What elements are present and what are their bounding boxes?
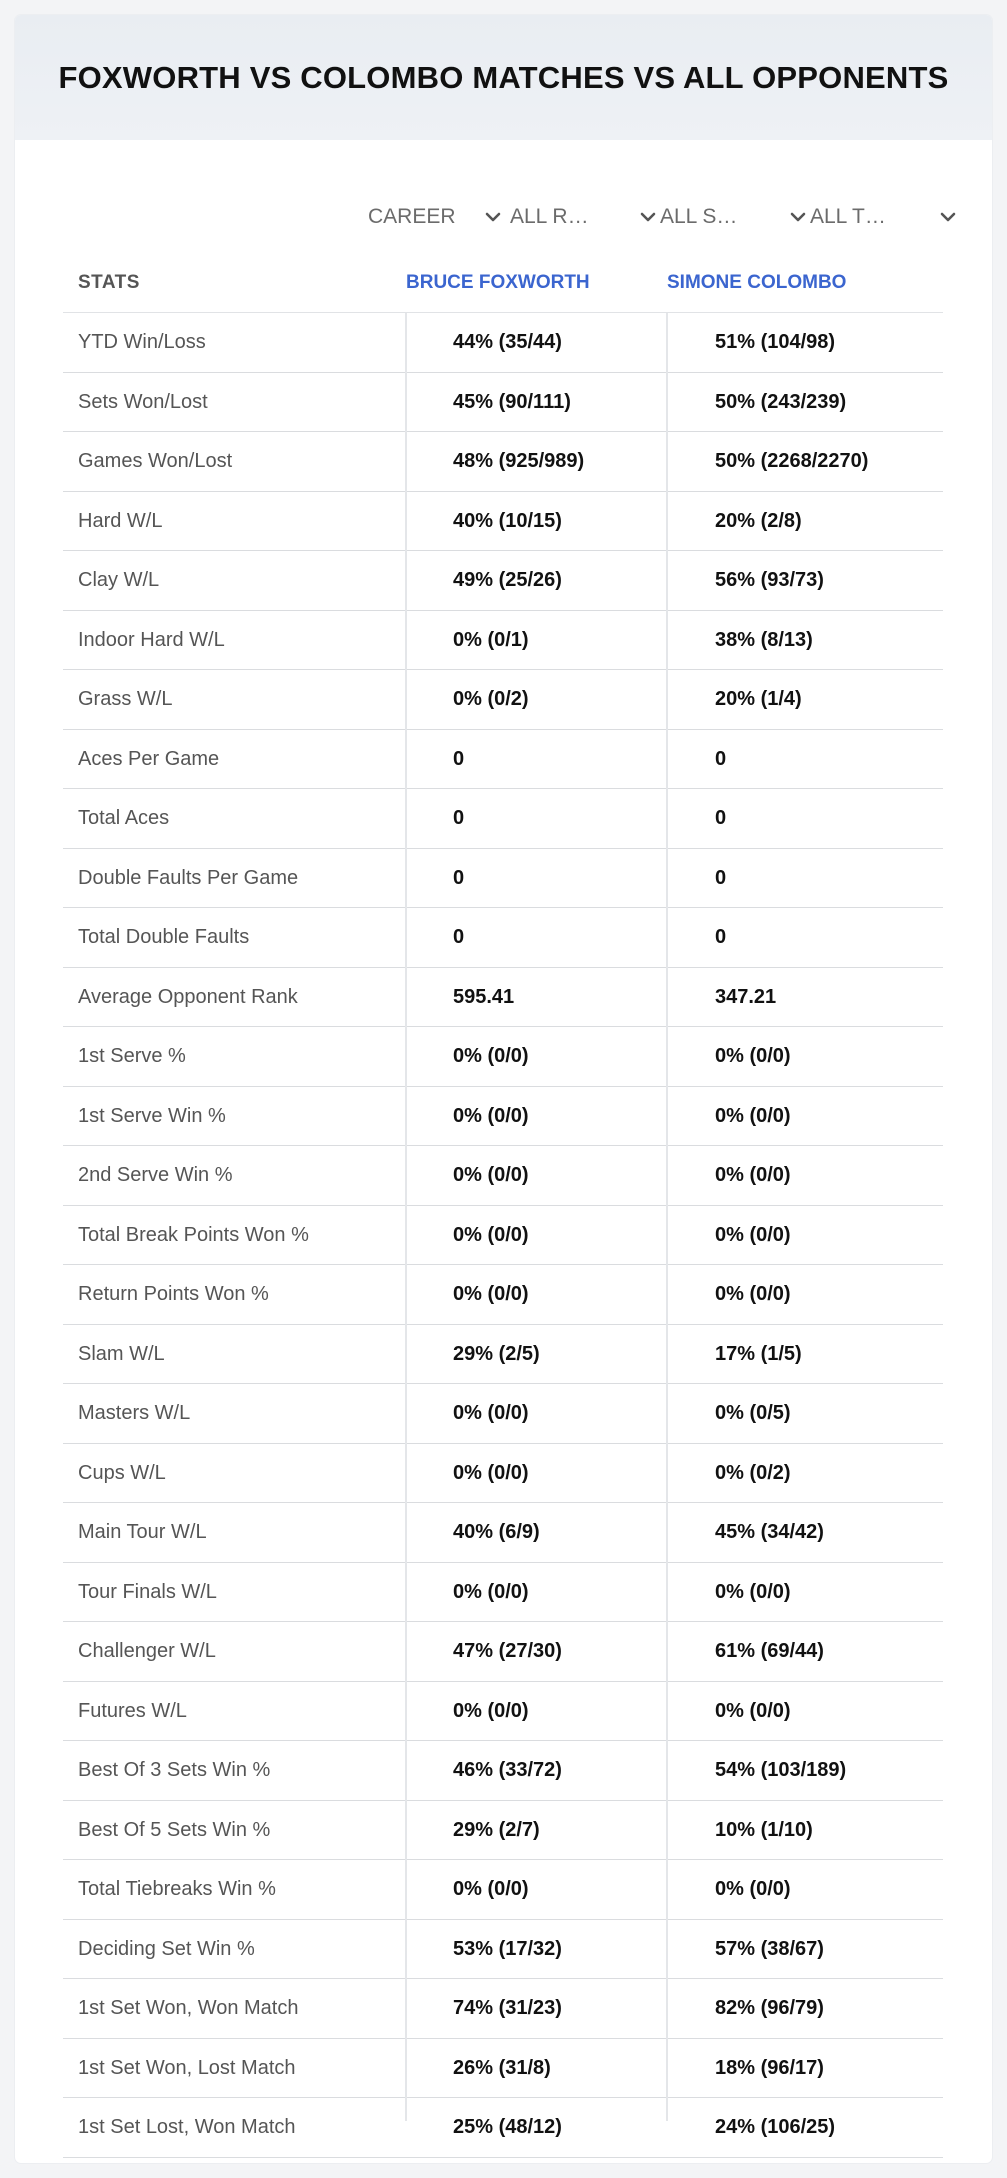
stat-label: Games Won/Lost bbox=[78, 450, 233, 472]
table-row bbox=[63, 1979, 943, 2039]
player1-value: 0% (0/0) bbox=[453, 1402, 529, 1424]
stat-label: Total Break Points Won % bbox=[78, 1223, 309, 1246]
player2-value: 0% (0/0) bbox=[715, 1580, 791, 1603]
stat-label: 1st Set Won, Won Match bbox=[78, 1997, 299, 2019]
player1-value: 49% (25/26) bbox=[453, 569, 562, 591]
table-row bbox=[63, 1384, 943, 1444]
stat-label: 1st Serve % bbox=[78, 1045, 186, 1067]
player1-value: 40% (6/9) bbox=[453, 1521, 540, 1543]
player2-value: 61% (69/44) bbox=[715, 1640, 824, 1662]
table-row bbox=[63, 1503, 943, 1563]
stat-label: Masters W/L bbox=[78, 1402, 191, 1424]
player2-value: 57% (38/67) bbox=[715, 1937, 824, 1960]
table-row bbox=[63, 2039, 943, 2099]
player1-value: 48% (925/989) bbox=[453, 450, 585, 472]
player1-value: 0 bbox=[453, 807, 465, 829]
table-row bbox=[63, 1027, 943, 1087]
player1-value: 45% (90/111) bbox=[453, 390, 571, 413]
stat-label: Best Of 3 Sets Win % bbox=[78, 1759, 271, 1781]
player2-value: 0% (0/0) bbox=[715, 1104, 791, 1127]
player2-value: 0 bbox=[715, 807, 727, 829]
stat-label: Main Tour W/L bbox=[78, 1521, 207, 1543]
player2-value: 0 bbox=[715, 866, 727, 889]
player1-value: 29% (2/5) bbox=[453, 1342, 540, 1365]
player2-value: 0% (0/2) bbox=[715, 1461, 791, 1484]
player2-value: 54% (103/189) bbox=[715, 1759, 847, 1781]
player1-value: 29% (2/7) bbox=[453, 1818, 540, 1841]
chevron-down-icon bbox=[938, 207, 958, 227]
table-row bbox=[63, 1325, 943, 1385]
stat-label: Total Tiebreaks Win % bbox=[78, 1878, 276, 1900]
player1-value: 53% (17/32) bbox=[453, 1937, 562, 1960]
player1-value: 0% (0/2) bbox=[453, 688, 529, 710]
table-row bbox=[63, 1087, 943, 1147]
table-row bbox=[63, 1444, 943, 1504]
player2-value: 56% (93/73) bbox=[715, 569, 824, 591]
player2-value: 0 bbox=[715, 926, 727, 948]
stat-label: 2nd Serve Win % bbox=[78, 1164, 233, 1186]
filter-bar bbox=[15, 187, 992, 247]
player2-value: 82% (96/79) bbox=[715, 1997, 824, 2019]
stat-label: Clay W/L bbox=[78, 569, 160, 591]
player2-value: 0% (0/0) bbox=[715, 1283, 791, 1305]
stat-label: 1st Set Won, Lost Match bbox=[78, 2056, 296, 2079]
player1-value: 0% (0/0) bbox=[453, 1283, 529, 1305]
stat-label: Tour Finals W/L bbox=[78, 1580, 217, 1603]
stat-label: Grass W/L bbox=[78, 688, 173, 710]
tournament-filter-select[interactable] bbox=[810, 187, 955, 247]
player1-value: 74% (31/23) bbox=[453, 1997, 562, 2019]
player1-value: 0% (0/0) bbox=[453, 1223, 529, 1246]
player1-value: 25% (48/12) bbox=[453, 2116, 562, 2138]
stats-card bbox=[15, 15, 992, 2163]
player2-column-header[interactable]: SIMONE COLOMBO bbox=[667, 272, 847, 293]
player1-value: 0 bbox=[453, 926, 465, 948]
filter-label: ALL S… bbox=[660, 205, 738, 228]
player1-value: 0% (0/0) bbox=[453, 1580, 529, 1603]
player2-value: 0% (0/0) bbox=[715, 1045, 791, 1067]
player2-value: 20% (2/8) bbox=[715, 509, 802, 532]
table-row bbox=[63, 1265, 943, 1325]
stat-label: Average Opponent Rank bbox=[78, 985, 298, 1008]
surface-filter-select[interactable] bbox=[660, 187, 805, 247]
player2-value: 20% (1/4) bbox=[715, 688, 802, 710]
player2-value: 24% (106/25) bbox=[715, 2116, 836, 2138]
stat-label: Sets Won/Lost bbox=[78, 390, 208, 413]
table-row bbox=[63, 730, 943, 790]
player1-value: 0 bbox=[453, 747, 465, 770]
player2-value: 18% (96/17) bbox=[715, 2056, 824, 2079]
player1-value: 46% (33/72) bbox=[453, 1759, 562, 1781]
table-row bbox=[63, 492, 943, 552]
player2-value: 0% (0/5) bbox=[715, 1402, 791, 1424]
table-row bbox=[63, 1801, 943, 1861]
table-row bbox=[63, 313, 943, 373]
table-row bbox=[63, 1682, 943, 1742]
player1-value: 40% (10/15) bbox=[453, 509, 562, 532]
stat-label: Return Points Won % bbox=[78, 1283, 269, 1305]
table-row bbox=[63, 432, 943, 492]
player2-value: 0% (0/0) bbox=[715, 1223, 791, 1246]
stat-label: Cups W/L bbox=[78, 1461, 166, 1484]
table-row bbox=[63, 1920, 943, 1980]
player1-value: 0% (0/0) bbox=[453, 1461, 529, 1484]
stat-label: Total Double Faults bbox=[78, 926, 250, 948]
player1-value: 0 bbox=[453, 866, 465, 889]
chevron-down-icon bbox=[638, 207, 658, 227]
stat-label: 1st Set Lost, Won Match bbox=[78, 2116, 296, 2138]
table-row bbox=[63, 1206, 943, 1266]
player1-value: 0% (0/0) bbox=[453, 1164, 529, 1186]
table-row bbox=[63, 611, 943, 671]
player1-value: 47% (27/30) bbox=[453, 1640, 562, 1662]
table-body bbox=[63, 313, 943, 2158]
table-row bbox=[63, 1741, 943, 1801]
table-row bbox=[63, 908, 943, 968]
table-row bbox=[63, 2098, 943, 2158]
stats-column-header: STATS bbox=[78, 272, 140, 293]
player1-value: 26% (31/8) bbox=[453, 2056, 551, 2079]
player2-value: 347.21 bbox=[715, 985, 777, 1008]
card-header bbox=[15, 15, 992, 140]
page-title: FOXWORTH VS COLOMBO MATCHES VS ALL OPPONENTS bbox=[58, 59, 949, 95]
player1-value: 0% (0/0) bbox=[453, 1878, 529, 1900]
table-row bbox=[63, 373, 943, 433]
table-row bbox=[63, 789, 943, 849]
stat-label: Slam W/L bbox=[78, 1342, 165, 1365]
stat-label: Futures W/L bbox=[78, 1699, 187, 1722]
filter-label: CAREER bbox=[368, 205, 456, 228]
player2-value: 51% (104/98) bbox=[715, 331, 836, 353]
player1-column-header[interactable]: BRUCE FOXWORTH bbox=[406, 272, 590, 293]
stat-label: Aces Per Game bbox=[78, 747, 220, 770]
stat-label: 1st Serve Win % bbox=[78, 1104, 226, 1127]
player1-value: 44% (35/44) bbox=[453, 331, 562, 353]
player2-value: 0% (0/0) bbox=[715, 1699, 791, 1722]
player2-value: 38% (8/13) bbox=[715, 628, 813, 651]
chevron-down-icon bbox=[788, 207, 808, 227]
player2-value: 50% (2268/2270) bbox=[715, 450, 869, 472]
round-filter-select[interactable] bbox=[510, 187, 655, 247]
stat-label: Total Aces bbox=[78, 807, 170, 829]
table-header-row bbox=[63, 253, 943, 313]
table-row bbox=[63, 1860, 943, 1920]
filter-label: ALL R… bbox=[510, 205, 589, 228]
table-row bbox=[63, 1146, 943, 1206]
table-row bbox=[63, 1563, 943, 1623]
player1-value: 0% (0/0) bbox=[453, 1104, 529, 1127]
player2-value: 10% (1/10) bbox=[715, 1818, 813, 1841]
column-divider bbox=[666, 313, 668, 2121]
player2-value: 45% (34/42) bbox=[715, 1521, 824, 1543]
table-row bbox=[63, 849, 943, 909]
chevron-down-icon bbox=[483, 207, 503, 227]
player2-value: 0 bbox=[715, 747, 727, 770]
column-divider bbox=[405, 313, 407, 2121]
stat-label: Challenger W/L bbox=[78, 1640, 216, 1662]
table-row bbox=[63, 968, 943, 1028]
table-row bbox=[63, 1622, 943, 1682]
stat-label: Best Of 5 Sets Win % bbox=[78, 1818, 271, 1841]
player2-value: 50% (243/239) bbox=[715, 390, 847, 413]
player2-value: 17% (1/5) bbox=[715, 1342, 802, 1365]
player1-value: 0% (0/0) bbox=[453, 1045, 529, 1067]
career-filter-select[interactable] bbox=[368, 187, 508, 247]
stat-label: Double Faults Per Game bbox=[78, 866, 299, 889]
stats-table bbox=[63, 253, 943, 2158]
stat-label: YTD Win/Loss bbox=[78, 331, 206, 353]
stat-label: Deciding Set Win % bbox=[78, 1937, 255, 1960]
player2-value: 0% (0/0) bbox=[715, 1164, 791, 1186]
filter-label: ALL T… bbox=[810, 205, 886, 228]
stat-label: Hard W/L bbox=[78, 509, 163, 532]
player1-value: 595.41 bbox=[453, 985, 515, 1008]
stat-label: Indoor Hard W/L bbox=[78, 628, 225, 651]
player1-value: 0% (0/0) bbox=[453, 1699, 529, 1722]
player1-value: 0% (0/1) bbox=[453, 628, 529, 651]
table-row bbox=[63, 670, 943, 730]
player2-value: 0% (0/0) bbox=[715, 1878, 791, 1900]
table-row bbox=[63, 551, 943, 611]
